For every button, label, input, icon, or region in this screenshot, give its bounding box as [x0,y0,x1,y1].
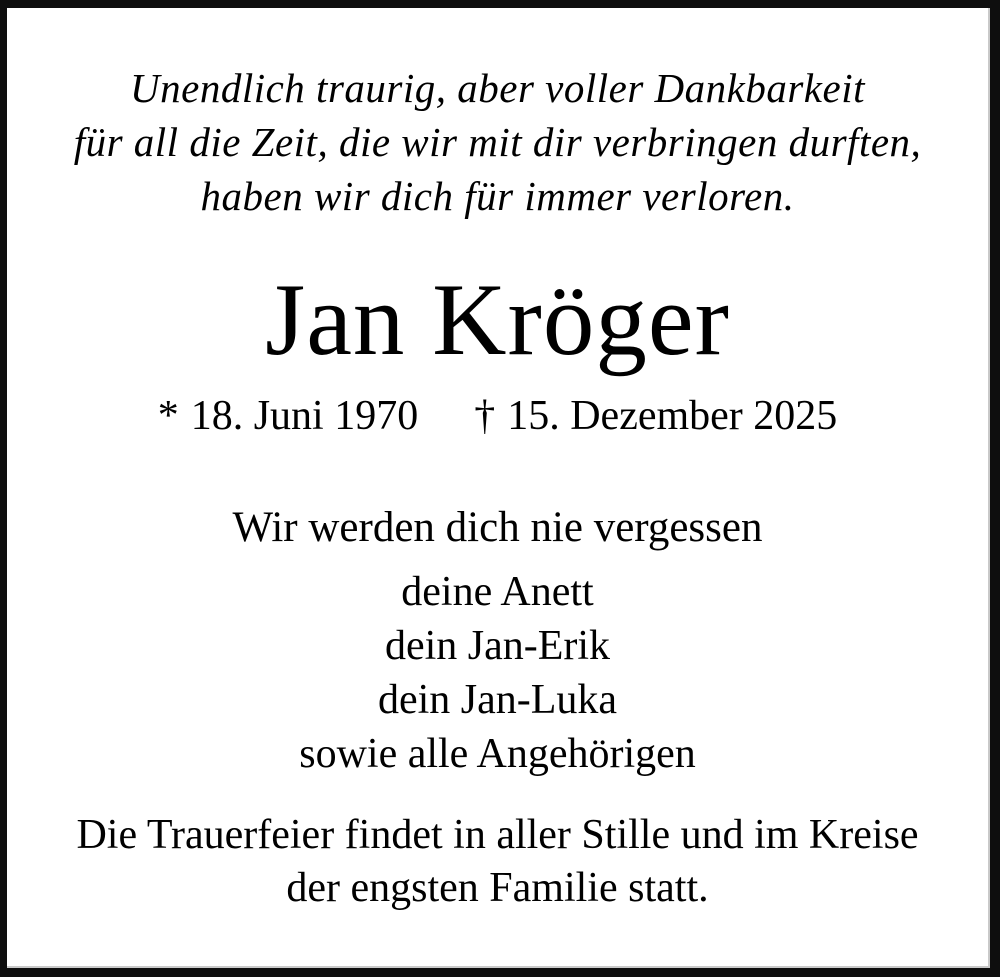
intro-line-3: haben wir dich für immer verloren. [200,173,795,219]
birth-date: 18. Juni 1970 [190,393,419,439]
born-star-symbol: * [157,393,179,439]
deceased-name: Jan Kröger [265,263,730,377]
mourner-line: dein Jan-Luka [377,677,618,723]
death-date: 15. Dezember 2025 [507,393,838,439]
mourner-line: deine Anett [401,569,594,615]
death-date-group [474,389,837,443]
intro-line-2: für all die Zeit, die wir mit dir verbringen durften, [73,119,922,165]
mourner-line: dein Jan-Erik [384,623,611,669]
mourner-line: sowie alle Angehörigen [299,731,696,777]
funeral-info [7,809,988,915]
death-cross-symbol: † [474,393,496,439]
farewell-line: Wir werden dich nie vergessen [232,504,763,551]
funeral-info-line-1: Die Trauerfeier findet in aller Stille und im Kreise [76,812,919,858]
funeral-info-line-2: der engsten Familie statt. [286,865,709,911]
life-dates [7,389,988,443]
obituary-sheet [7,8,990,968]
intro-verse [7,61,988,223]
mourners-list [7,565,988,781]
intro-line-1: Unendlich traurig, aber voller Dankbarkeit [130,65,865,111]
birth-date-group [158,389,419,443]
